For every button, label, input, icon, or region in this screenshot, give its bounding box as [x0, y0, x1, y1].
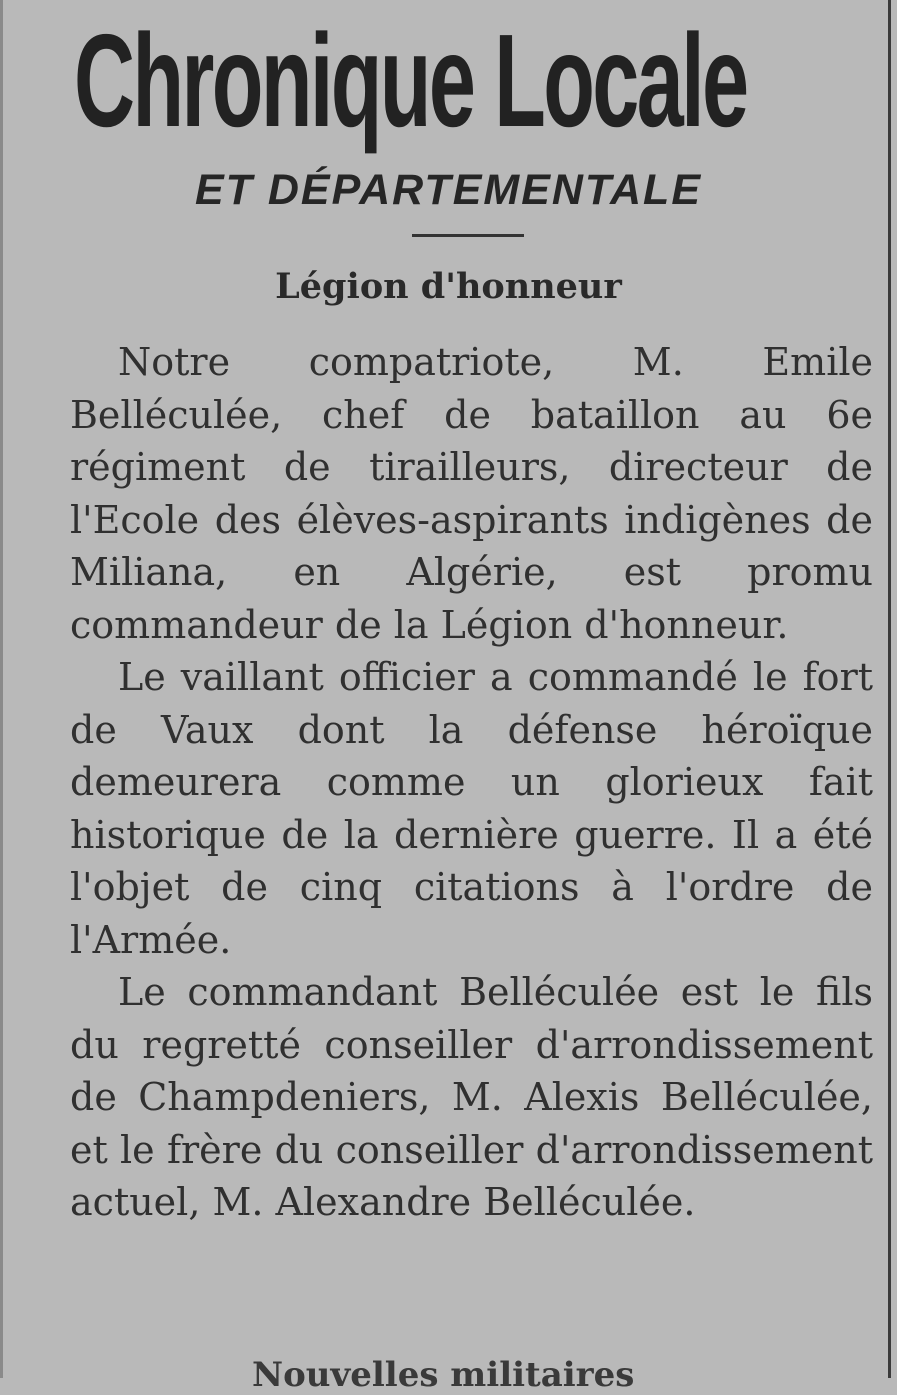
article-body — [70, 336, 873, 1229]
masthead-title: Chronique Locale — [74, 7, 747, 154]
article-paragraph: Notre compatriote, M. Emile Belléculée, chef de bataillon au 6e régiment de tirailleurs, directeur de l'Ecole des élèves-aspirants indigènes de Miliana, en Algérie, est promu commandeur de la Légion d'honneur. — [70, 340, 873, 647]
article-paragraph: Le vaillant officier a commandé le fort de Vaux dont la défense héroïque demeurera comme un glorieux fait historique de la dernière guerre. Il a été l'objet de cinq citations à l'ordre de l'Armée. — [70, 655, 873, 962]
section-divider — [412, 234, 524, 237]
article-title: Légion d'honneur — [275, 266, 622, 307]
masthead-subtitle: ET DÉPARTEMENTALE — [194, 166, 703, 214]
next-article-heading-partial: Nouvelles militaires — [252, 1355, 635, 1395]
article-paragraph: Le commandant Belléculée est le fils du regretté conseiller d'arrondissement de Champdeniers, M. Alexis Belléculée, et le frère du conseiller d'arrondissement actuel, M. Alexandre Belléculée. — [70, 970, 873, 1224]
